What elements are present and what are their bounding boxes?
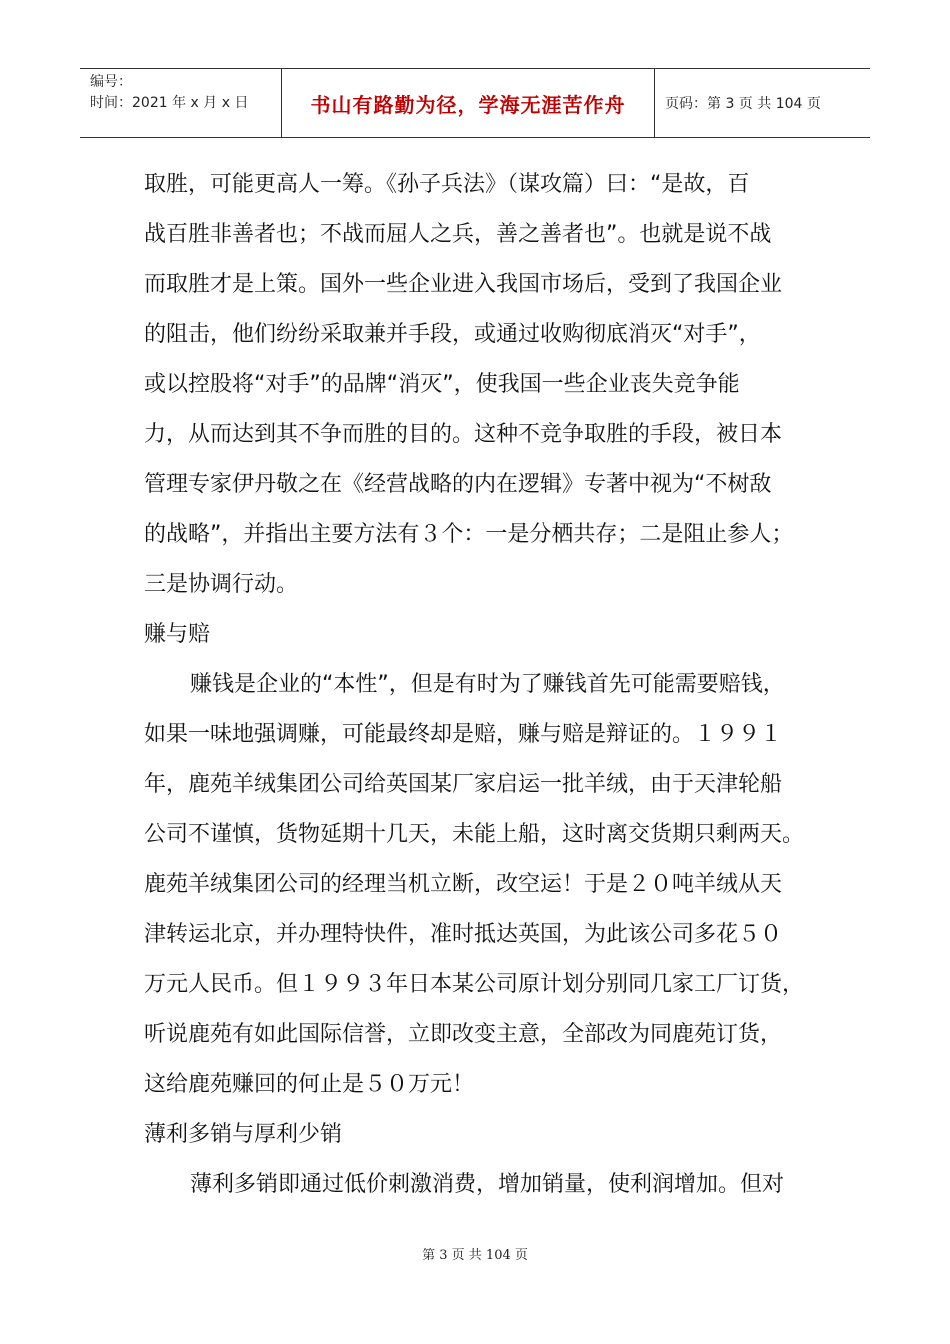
- body-line: 战百胜非善者也；不战而屈人之兵，善之善者也”。也就是说不战: [144, 222, 772, 247]
- body-line: 这给鹿苑赚回的何止是５０万元！: [144, 1072, 475, 1097]
- document-body: [144, 160, 820, 1210]
- section-heading: 赚与赔: [144, 622, 211, 647]
- body-line: 的阻击，他们纷纷采取兼并手段，或通过收购彻底消灭“对手”，: [144, 322, 761, 347]
- body-line: 万元人民币。但１９９３年日本某公司原计划分别同几家工厂订货，: [144, 972, 805, 997]
- header-meta-cell: [80, 69, 282, 137]
- body-line: 而取胜才是上策。国外一些企业进入我国市场后，受到了我国企业: [144, 272, 783, 297]
- document-header: [80, 68, 870, 138]
- body-line: 鹿苑羊绒集团公司的经理当机立断，改空运！于是２０吨羊绒从天: [144, 872, 783, 897]
- page-footer: 第 3 页 共 104 页: [422, 1248, 528, 1263]
- document-number-label: 编号：: [90, 74, 132, 90]
- header-page-info: 页码：第 3 页 共 104 页: [665, 96, 821, 112]
- body-line: 年，鹿苑羊绒集团公司给英国某厂家启运一批羊绒，由于天津轮船: [144, 772, 783, 797]
- body-line: 的战略”，并指出主要方法有３个：一是分栖共存；二是阻止参人；: [144, 522, 794, 547]
- body-line: 听说鹿苑有如此国际信誉，立即改变主意，全部改为同鹿苑订货，: [144, 1022, 783, 1047]
- body-line: 管理专家伊丹敬之在《经营战略的内在逻辑》专著中视为“不树敌: [144, 472, 772, 497]
- section-heading: 薄利多销与厚利少销: [144, 1122, 343, 1147]
- document-date-label: 时间：2021 年 x 月 x 日: [90, 95, 249, 111]
- body-line: 如果一味地强调赚，可能最终却是赔，赚与赔是辩证的。１９９１: [144, 722, 783, 747]
- header-motto-cell: [282, 69, 655, 137]
- body-line: 赚钱是企业的“本性”，但是有时为了赚钱首先可能需要赔钱，: [190, 672, 785, 697]
- body-line: 取胜，可能更高人一筹。《孙子兵法》（谋攻篇）曰：“是故，百: [144, 172, 750, 197]
- body-line: 三是协调行动。: [144, 572, 299, 597]
- body-line: 公司不谨慎，货物延期十几天，未能上船，这时离交货期只剩两天。: [144, 822, 805, 847]
- body-line: 力，从而达到其不争而胜的目的。这种不竞争取胜的手段，被日本: [144, 422, 783, 447]
- body-line: 津转运北京，并办理特快件，准时抵达英国，为此该公司多花５０: [144, 922, 783, 947]
- body-line: 或以控股将“对手”的品牌“消灭”，使我国一些企业丧失竞争能: [144, 372, 740, 397]
- header-page-cell: [655, 69, 870, 137]
- header-motto: 书山有路勤为径，学海无涯苦作舟: [310, 92, 626, 117]
- body-line: 薄利多销即通过低价刺激消费，增加销量，使利润增加。但对: [190, 1172, 785, 1197]
